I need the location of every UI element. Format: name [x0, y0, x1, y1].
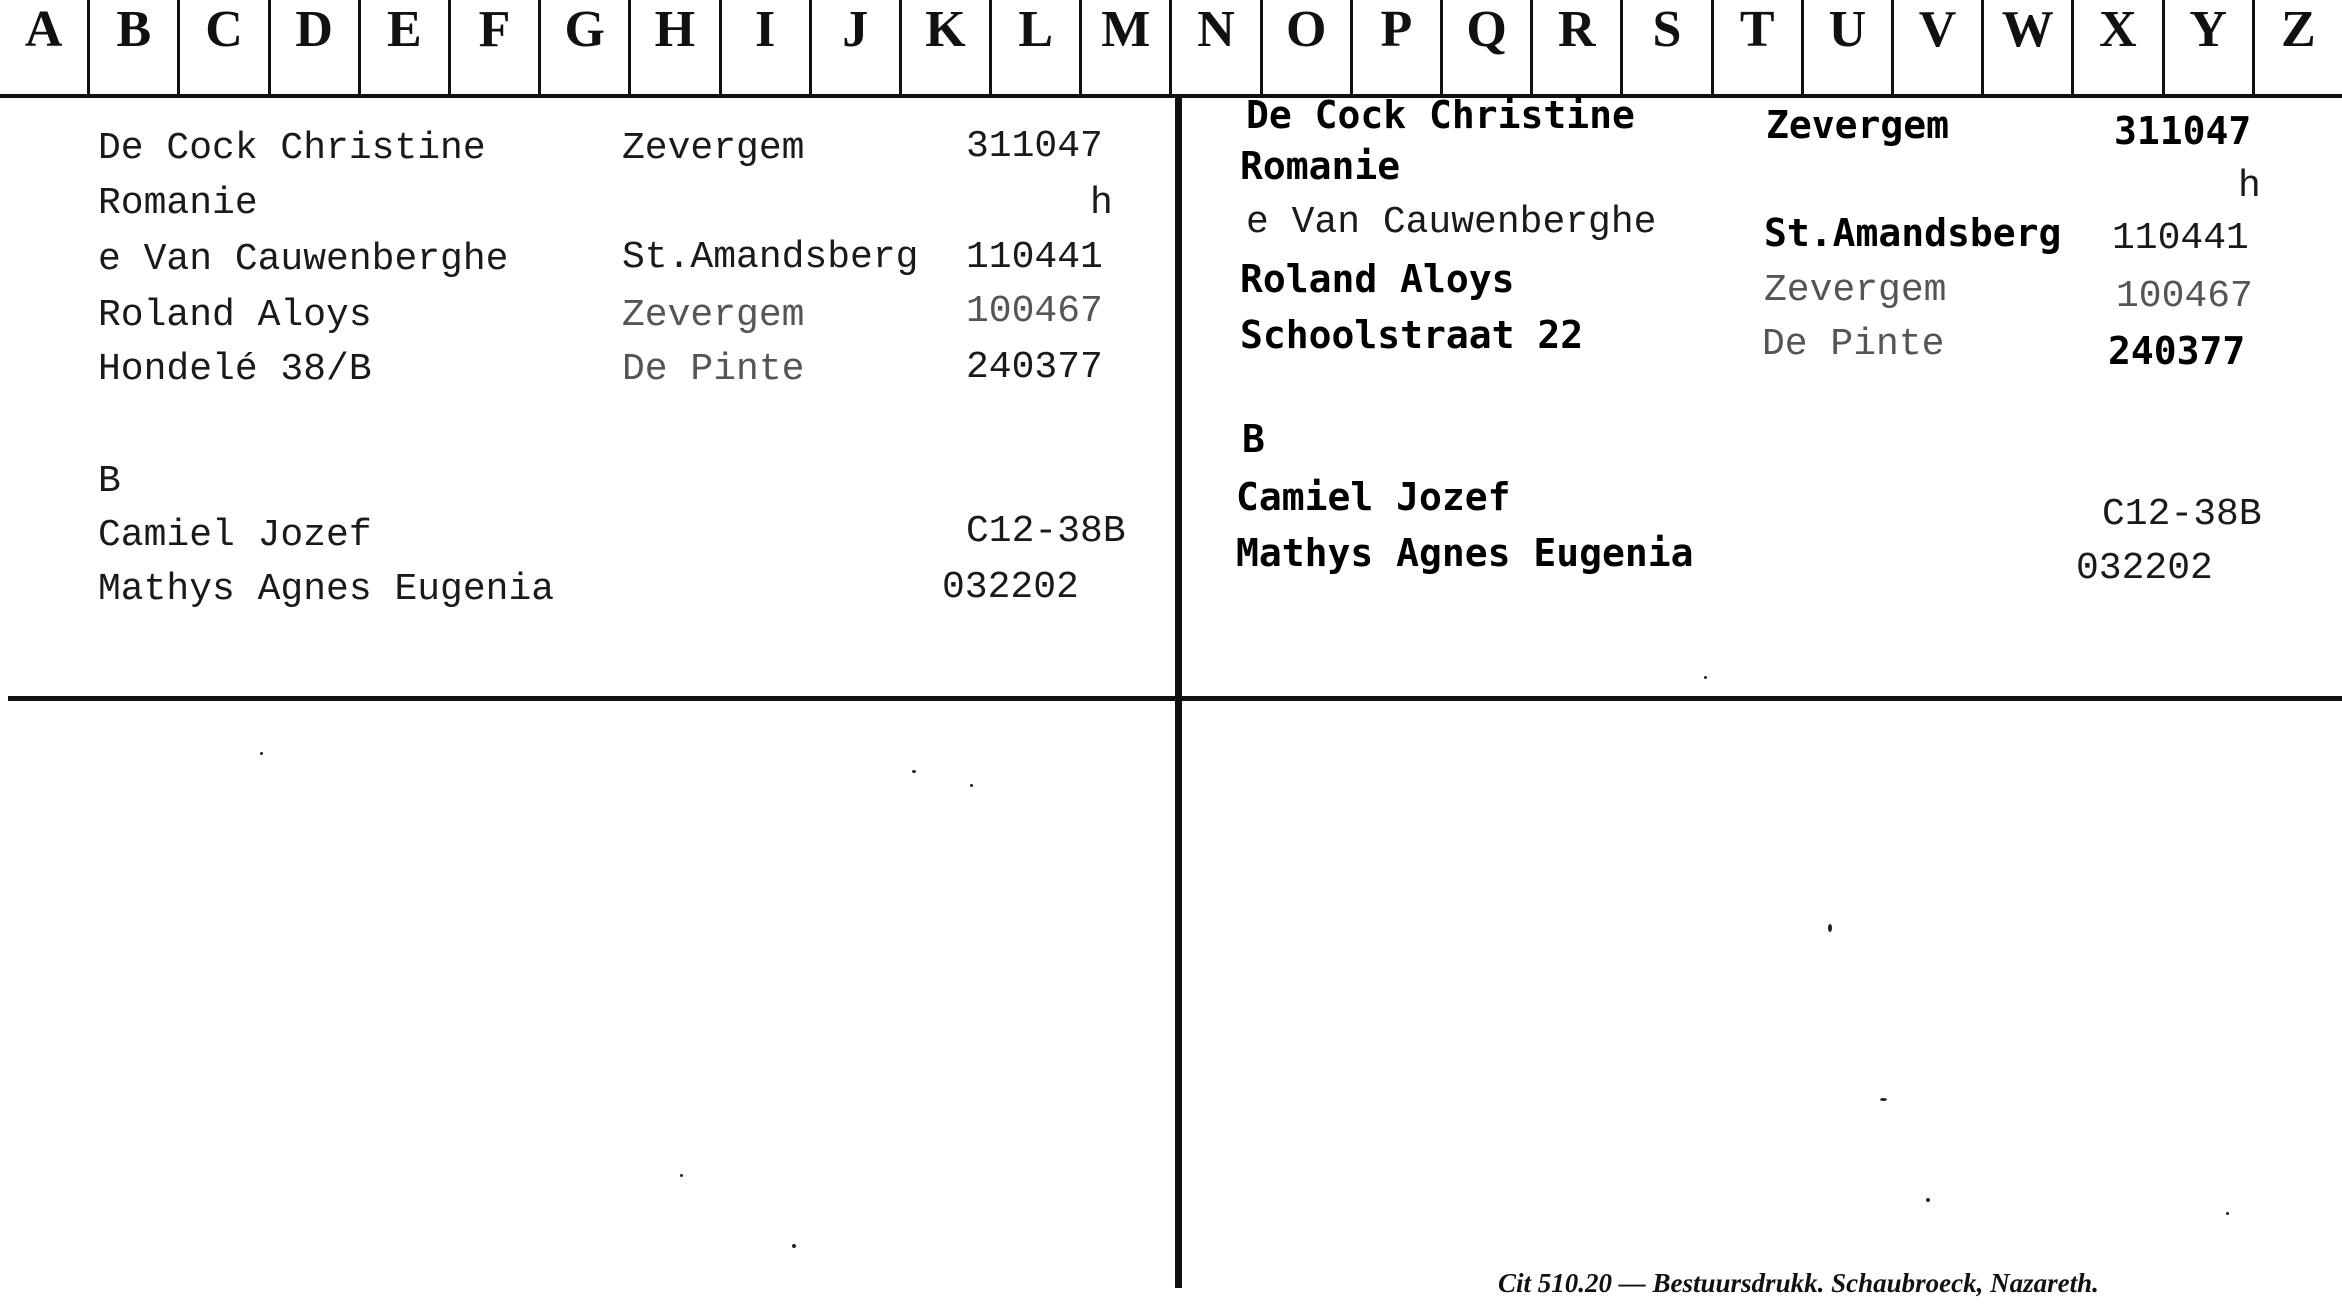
scan-speck — [680, 1174, 683, 1177]
record-code: C12-38B — [2102, 493, 2262, 536]
record-code: 240377 — [966, 346, 1103, 389]
alphabet-tab: Y — [2165, 0, 2255, 94]
record-spouse: e Van Cauwenberghe — [1246, 201, 1657, 244]
printer-imprint: Cit 510.20 — Bestuursdrukk. Schaubroeck, Nazareth. — [1498, 1268, 2099, 1298]
alphabet-tab: N — [1172, 0, 1262, 94]
record-place: Zevergem — [1764, 269, 1947, 312]
record-name: De Cock Christine — [1246, 93, 1635, 137]
vertical-divider — [1175, 98, 1182, 1288]
record-parent: Camiel Jozef — [1236, 475, 1511, 519]
scan-speck — [1926, 1198, 1930, 1202]
record-place: De Pinte — [1762, 323, 1945, 366]
record-parent: Mathys Agnes Eugenia — [1236, 531, 1694, 575]
alphabet-tab: Q — [1443, 0, 1533, 94]
alphabet-tab-strip — [0, 0, 2342, 98]
scan-speck — [1704, 676, 1707, 679]
record-place: De Pinte — [622, 348, 805, 391]
alphabet-tab: G — [541, 0, 631, 94]
record-code: h — [2238, 165, 2261, 208]
record-place: Zevergem — [622, 127, 805, 170]
record-place: St.Amandsberg — [1764, 211, 2062, 255]
scan-speck — [1828, 924, 1832, 932]
alphabet-tab: D — [271, 0, 361, 94]
alphabet-tab: O — [1263, 0, 1353, 94]
alphabet-tab: Z — [2280, 1, 2316, 58]
alphabet-tab: T — [1714, 0, 1804, 94]
record-code: 110441 — [966, 236, 1103, 279]
record-address: Schoolstraat 22 — [1240, 313, 1584, 357]
record-code: C12-38B — [966, 510, 1126, 553]
record-place: St.Amandsberg — [622, 236, 919, 279]
alphabet-tab: V — [1894, 0, 1984, 94]
alphabet-tab: J — [812, 0, 902, 94]
alphabet-tab: A — [0, 0, 90, 94]
record-code: 240377 — [2108, 329, 2246, 373]
record-spouse: e Van Cauwenberghe — [98, 238, 509, 281]
record-given-name: Romanie — [1240, 144, 1401, 188]
alphabet-tab: B — [90, 0, 180, 94]
record-code: 032202 — [2076, 547, 2213, 590]
record-place: Zevergem — [622, 294, 805, 337]
record-code: h — [1090, 182, 1113, 225]
record-section: B — [1242, 417, 1265, 461]
scan-speck — [970, 784, 973, 787]
record-section: B — [98, 460, 121, 503]
record-code: 100467 — [966, 290, 1103, 333]
scan-speck — [912, 770, 916, 773]
alphabet-tab: E — [361, 0, 451, 94]
record-name: De Cock Christine — [98, 127, 486, 170]
alphabet-tab: L — [992, 0, 1082, 94]
alphabet-tab: M — [1082, 0, 1172, 94]
scan-speck — [792, 1244, 796, 1248]
alphabet-tab: F — [451, 0, 541, 94]
record-code: 311047 — [966, 125, 1103, 168]
record-place: Zevergem — [1766, 103, 1950, 147]
record-address: Hondelé 38/B — [98, 348, 372, 391]
record-code: 311047 — [2114, 109, 2252, 153]
alphabet-tab: X — [2074, 0, 2164, 94]
alphabet-tab: R — [1533, 0, 1623, 94]
record-given-name: Romanie — [98, 182, 258, 225]
alphabet-tab: P — [1353, 0, 1443, 94]
scan-speck — [260, 752, 263, 755]
alphabet-tab: K — [902, 0, 992, 94]
record-code: 110441 — [2112, 217, 2249, 260]
record-code: 032202 — [942, 566, 1079, 609]
record-parent: Camiel Jozef — [98, 514, 372, 557]
alphabet-tab: C — [180, 0, 270, 94]
alphabet-tab: U — [1804, 0, 1894, 94]
record-parent: Mathys Agnes Eugenia — [98, 568, 555, 611]
scan-speck — [1880, 1098, 1887, 1101]
alphabet-tab: I — [722, 0, 812, 94]
record-code: 100467 — [2116, 275, 2253, 318]
record-spouse-given: Roland Aloys — [98, 294, 372, 337]
alphabet-tab: W — [1984, 0, 2074, 94]
record-spouse-given: Roland Aloys — [1240, 257, 1515, 301]
alphabet-tab: H — [631, 0, 721, 94]
scan-speck — [2226, 1212, 2229, 1215]
alphabet-tab: S — [1623, 0, 1713, 94]
